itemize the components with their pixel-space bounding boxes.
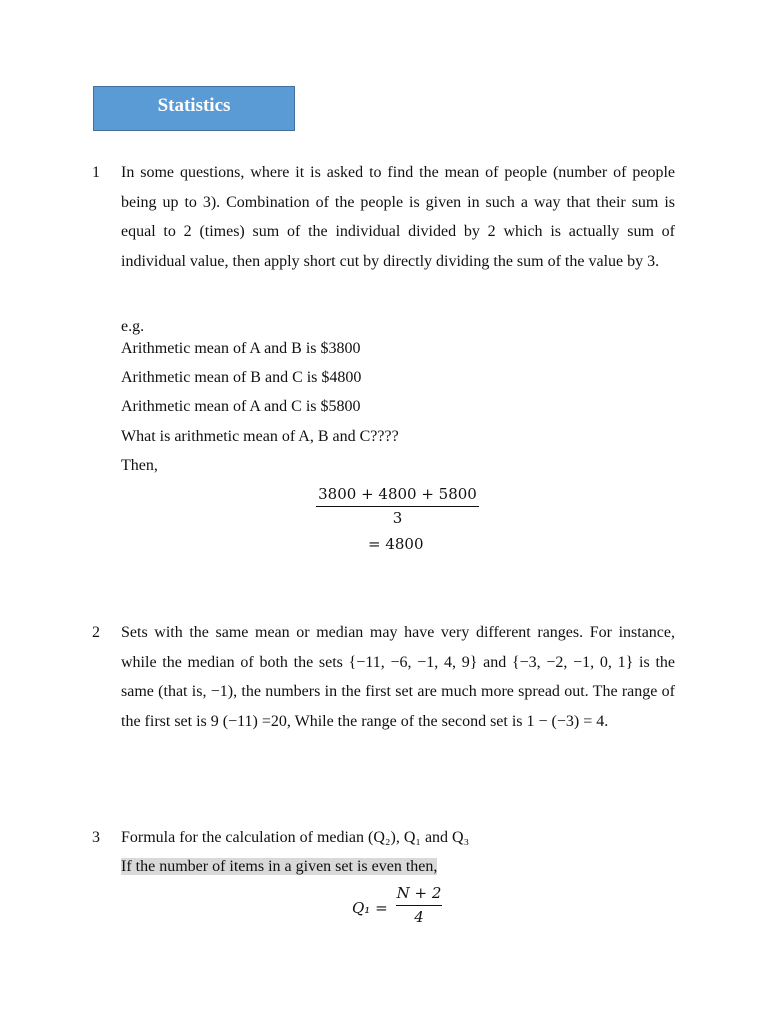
highlighted-condition xyxy=(121,858,437,876)
page-title: Statistics xyxy=(93,86,295,131)
item-1-paragraph: In some questions, where it is asked to find the mean of people (number of people being up to 3). Combination of the people is given in such a way that their sum is equal to 2 (times) sum of the individual divided by 2 which is actually sum of individual value, then apply short cut by directly dividing the sum of the value by 3. xyxy=(121,164,675,270)
mean-fraction xyxy=(316,485,479,527)
q1-fraction xyxy=(396,884,442,926)
example-then: Then, xyxy=(121,457,158,474)
item-3-heading: Formula for the calculation of median (Q₂), Q₁ and Q₃ xyxy=(121,829,470,846)
item-number: 2 xyxy=(92,624,100,641)
example-line: Arithmetic mean of B and C is $4800 xyxy=(121,369,362,386)
example-label: e.g. xyxy=(121,318,145,335)
fraction-numerator: 3800 + 4800 + 5800 xyxy=(318,485,477,503)
q1-numerator: N + 2 xyxy=(396,884,442,902)
item-number: 1 xyxy=(92,164,100,181)
fraction-bar xyxy=(316,506,479,507)
item-2-paragraph: Sets with the same mean or median may have very different ranges. For instance, while the median of both the sets {−11, −6, −1, 4, 9} and {−3, −2, −1, 0, 1} is the same (that is, −1), the numbers in the first set are much more spread out. The range of the first set is 9 (−11) =20, While the range of the second set is 1 − (−3) = 4. xyxy=(121,624,675,730)
q1-denominator: 4 xyxy=(414,908,424,926)
example-question: What is arithmetic mean of A, B and C???? xyxy=(121,428,399,445)
example-line: Arithmetic mean of A and C is $5800 xyxy=(121,398,361,415)
example-line: Arithmetic mean of A and B is $3800 xyxy=(121,340,361,357)
fraction-result: = 4800 xyxy=(368,535,424,553)
formula-lhs: Q₁ = xyxy=(352,899,388,917)
fraction-denominator: 3 xyxy=(392,509,403,527)
highlight-text: If the number of items in a given set is even then, xyxy=(121,858,438,875)
item-number: 3 xyxy=(92,829,100,846)
q1-fraction-bar xyxy=(396,905,442,906)
